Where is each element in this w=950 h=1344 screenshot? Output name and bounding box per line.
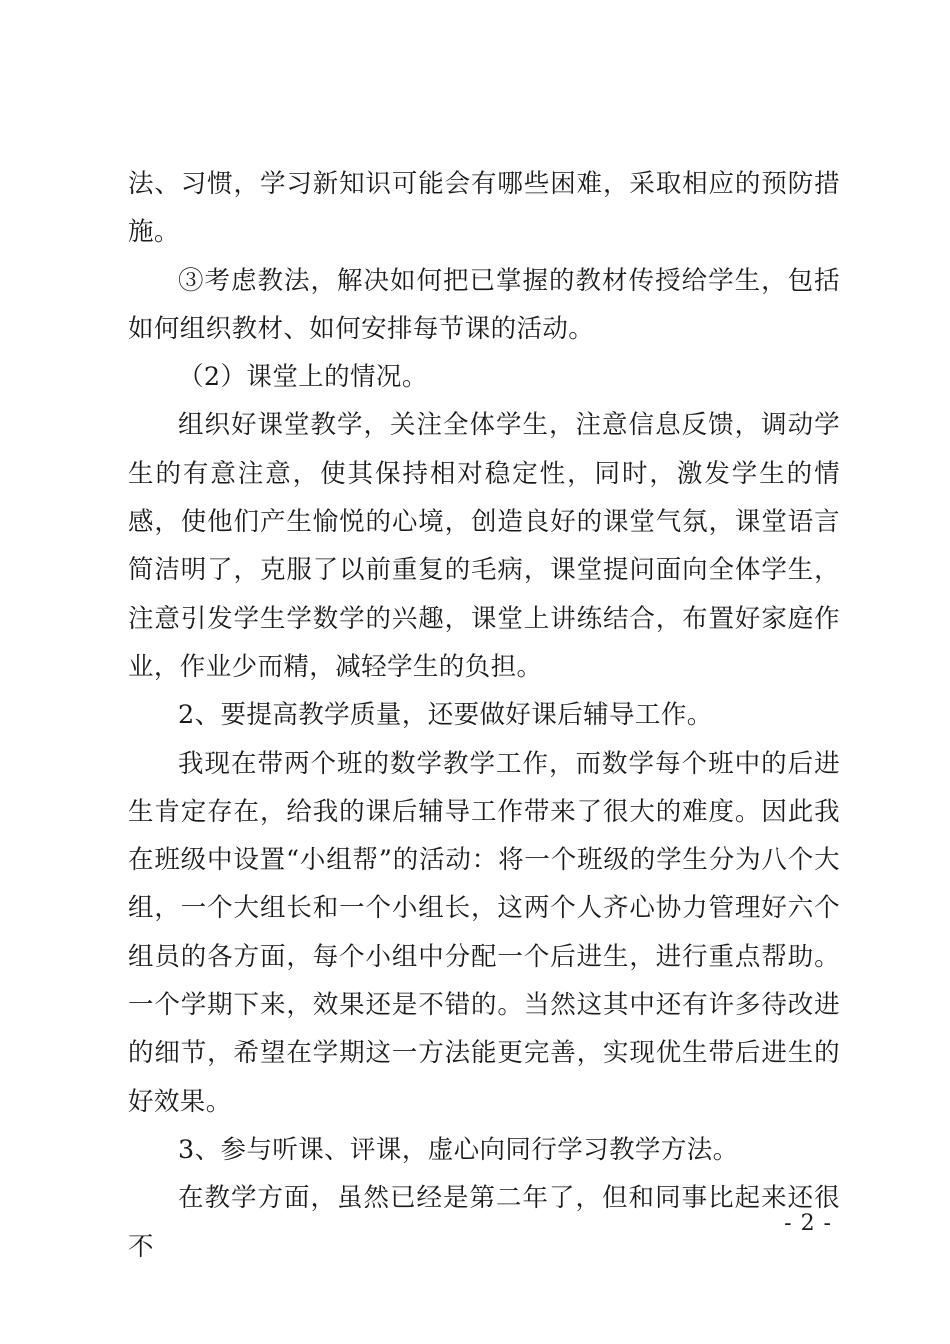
section-heading-observation: 3、参与听课、评课，虚心向同行学习教学方法。 (178, 1134, 739, 1165)
paragraph-tutoring-groups: 我现在带两个班的数学教学工作，而数学每个班中的后进生肯定存在，给我的课后辅导工作带来了很大的难度。因此我在班级中设置“小组帮”的活动：将一个班级的学生分为八个大组，一个大组长和一个小组长，这两个人齐心协力管理好六个组员的各方面，每个小组中分配一个后进生，进行重点帮助。一个学期下来，效果还是不错的。当然这其中还有许多待改进的细节，希望在学期这一方法能更完善，实现优生带后进生的好效果。 (128, 748, 840, 1117)
document-body (128, 160, 840, 1271)
paragraph-teaching-method: ③考虑教法，解决如何把已掌握的教材传授给学生，包括如何组织教材、如何安排每节课的活动。 (128, 265, 840, 344)
paragraph-continuation: 法、习惯，学习新知识可能会有哪些困难，采取相应的预防措施。 (128, 169, 840, 248)
section-heading-classroom: （2）课堂上的情况。 (178, 362, 428, 393)
paragraph-classroom-organization: 组织好课堂教学，关注全体学生，注意信息反馈，调动学生的有意注意，使其保持相对稳定性，同时，激发学生的情感，使他们产生愉悦的心境，创造良好的课堂气氛，课堂语言简洁明了，克服了以前重复的毛病，课堂提问面向全体学生，注意引发学生学数学的兴趣，课堂上讲练结合，布置好家庭作业，作业少而精，减轻学生的负担。 (128, 410, 840, 682)
paragraph-teaching-experience: 在教学方面，虽然已经是第二年了，但和同事比起来还很不 (128, 1183, 840, 1262)
page-number: - 2 - (784, 1211, 832, 1236)
section-heading-tutoring: 2、要提高教学质量，还要做好课后辅导工作。 (178, 700, 713, 731)
